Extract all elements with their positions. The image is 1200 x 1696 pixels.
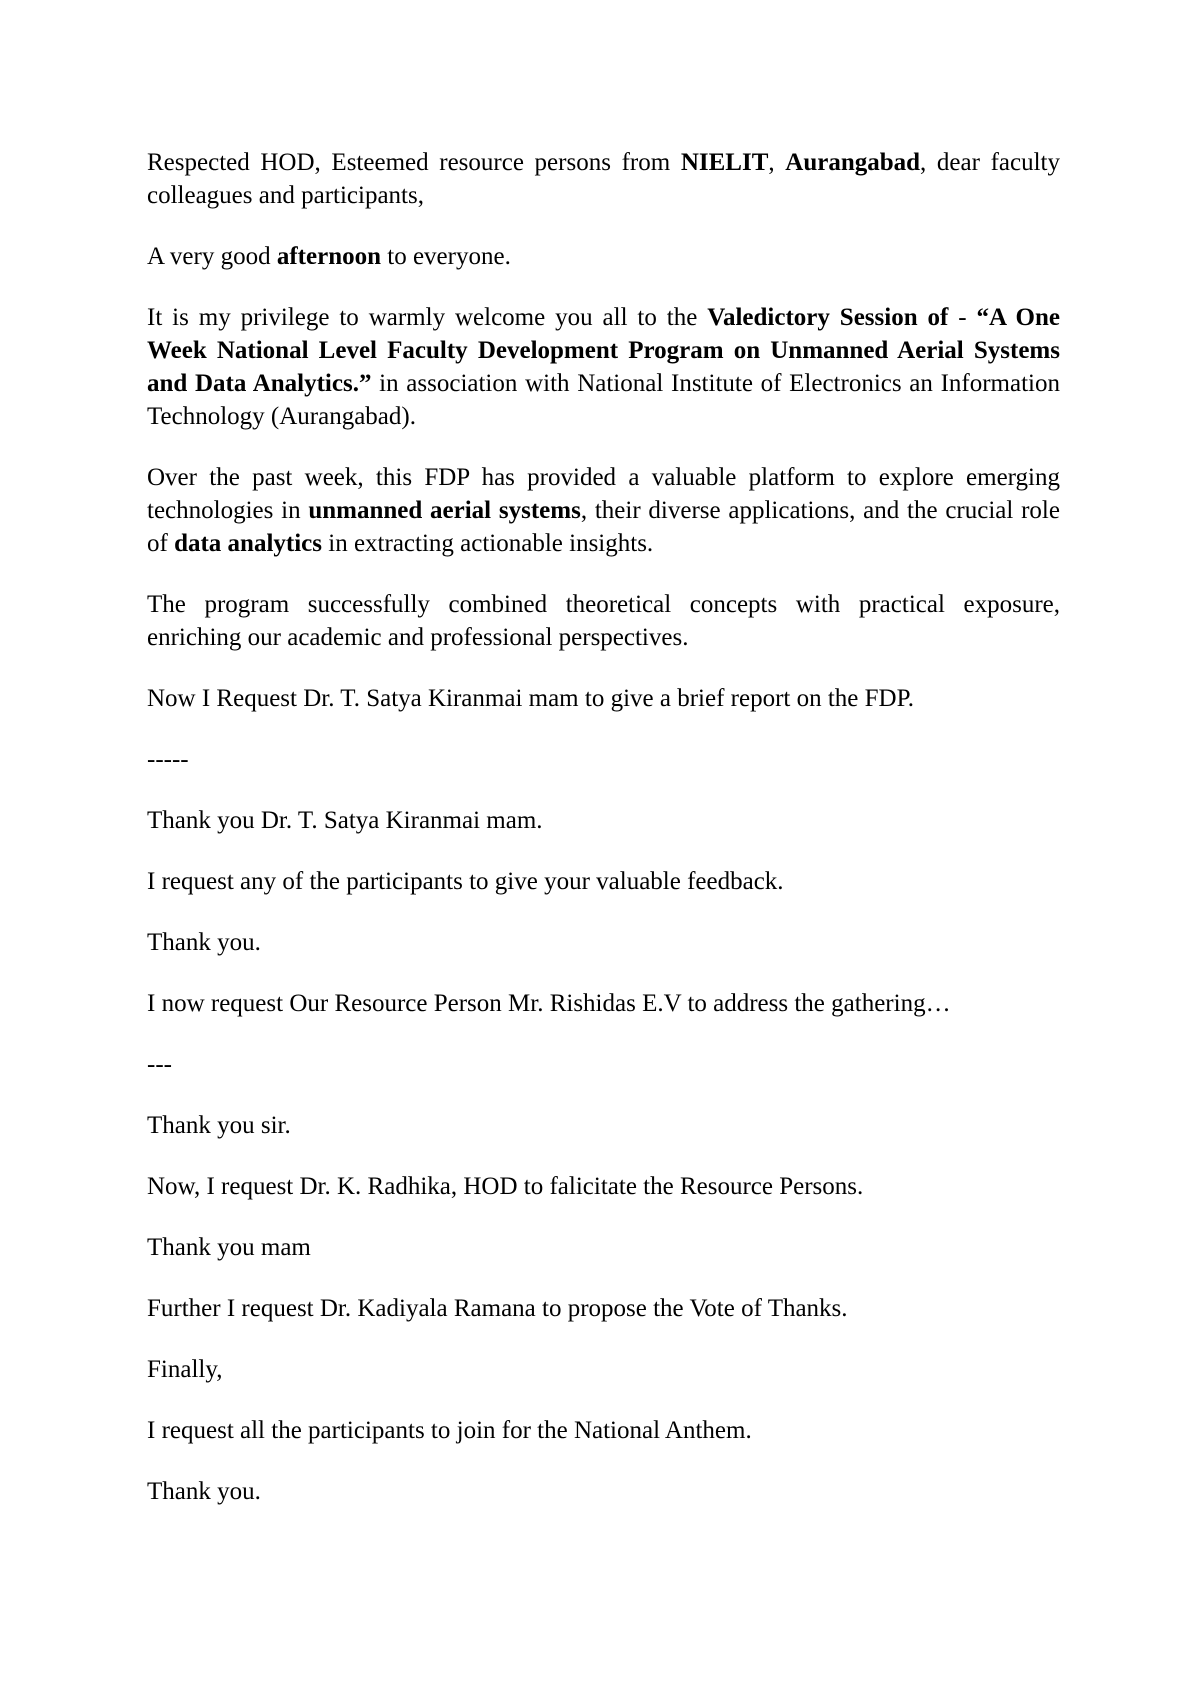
vote-of-thanks-paragraph: Further I request Dr. Kadiyala Ramana to propose the Vote of Thanks. [147, 1295, 848, 1322]
separator-short: --- [147, 1051, 172, 1078]
welcome-dash: - [948, 304, 977, 331]
greeting-paragraph [147, 146, 1060, 212]
welcome-text-end: in association with National Institute of Electronics an Information Technology (Aurangabad). [147, 370, 1060, 430]
thanks-kiranmai-paragraph: Thank you Dr. T. Satya Kiranmai mam. [147, 807, 543, 834]
overview-text-middle: , their diverse applications, and the crucial role of [147, 497, 1060, 557]
org-name-bold: NIELIT [680, 149, 769, 176]
good-afternoon-text: A very good [147, 243, 277, 270]
thank-you-paragraph-1: Thank you. [147, 929, 261, 956]
greeting-separator: , [768, 149, 786, 176]
good-afternoon-paragraph [147, 240, 1060, 273]
overview-text-end: in extracting actionable insights. [322, 530, 654, 557]
greeting-text: Respected HOD, Esteemed resource persons from [147, 149, 681, 176]
city-name-bold: Aurangabad [785, 149, 921, 176]
afternoon-bold: afternoon [276, 243, 382, 270]
separator-long: ----- [147, 746, 189, 773]
national-anthem-paragraph: I request all the participants to join for the National Anthem. [147, 1417, 752, 1444]
feedback-request-paragraph: I request any of the participants to give your valuable feedback. [147, 868, 784, 895]
thank-you-sir-paragraph: Thank you sir. [147, 1112, 291, 1139]
finally-paragraph: Finally, [147, 1356, 223, 1383]
good-afternoon-text-end: to everyone. [381, 243, 511, 270]
uas-bold: unmanned aerial systems [308, 497, 581, 524]
program-summary-paragraph: The program successfully combined theoretical concepts with practical exposure, enriching our academic and professional perspectives. [147, 591, 1060, 651]
report-request-paragraph: Now I Request Dr. T. Satya Kiranmai mam to give a brief report on the FDP. [147, 685, 914, 712]
greeting-text-end: , dear faculty colleagues and participants, [147, 149, 1060, 209]
data-analytics-bold: data analytics [174, 530, 323, 557]
welcome-text: It is my privilege to warmly welcome you all to the [147, 304, 708, 331]
resource-person-request-paragraph: I now request Our Resource Person Mr. Rishidas E.V to address the gathering… [147, 990, 951, 1017]
session-name-bold: Valedictory Session of [707, 304, 949, 331]
document-body [147, 146, 1060, 1536]
overview-text: Over the past week, this FDP has provided a valuable platform to explore emerging technologies in [147, 464, 1060, 524]
felicitation-request-paragraph: Now, I request Dr. K. Radhika, HOD to falicitate the Resource Persons. [147, 1173, 864, 1200]
welcome-paragraph [147, 301, 1060, 433]
fdp-overview-paragraph [147, 461, 1060, 560]
thank-you-paragraph-2: Thank you. [147, 1478, 261, 1505]
thank-you-mam-paragraph: Thank you mam [147, 1234, 311, 1261]
program-title-bold: “A One Week National Level Faculty Development Program on Unmanned Aerial Systems and Data Analytics.” [147, 304, 1060, 397]
